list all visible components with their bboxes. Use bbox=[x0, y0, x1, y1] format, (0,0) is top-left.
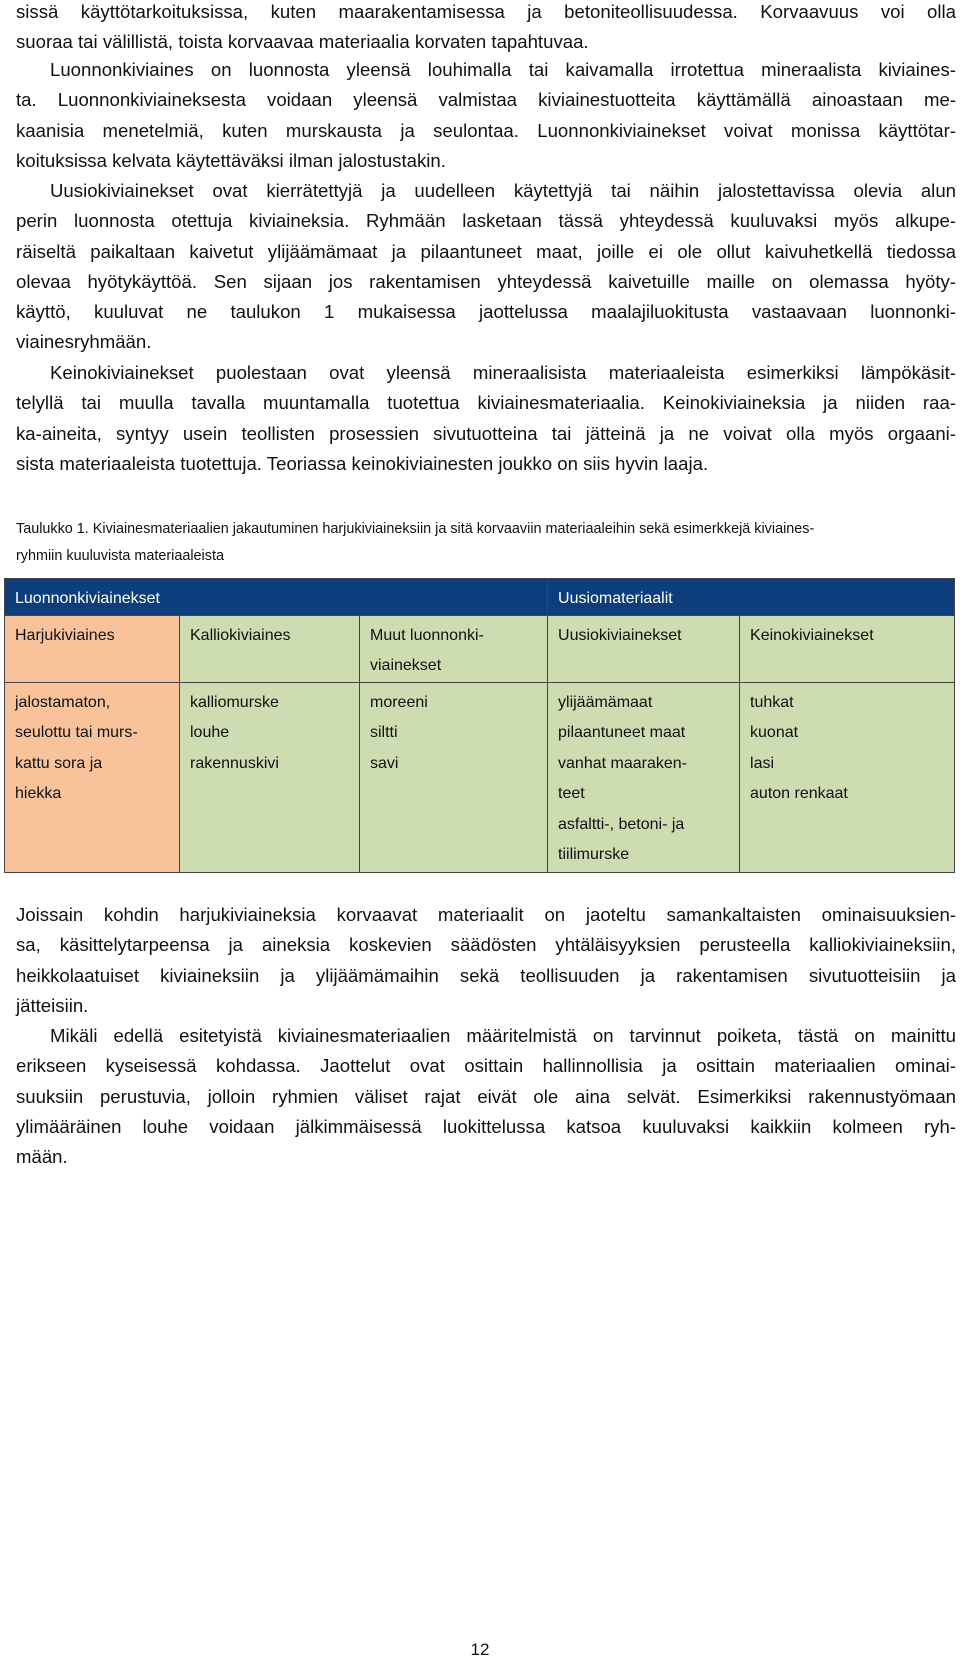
column-header-uusiokiviainekset: Uusiokiviainekset bbox=[548, 615, 740, 682]
materials-table bbox=[4, 578, 955, 873]
text-line: käyttö, kuuluvat ne taulukon 1 mukaisessa jaottelussa maalajiluokitusta vastaavaan luonnonki- bbox=[16, 301, 956, 323]
text-line: heikkolaatuiset kiviaineksiin ja ylijäämämaihin sekä teollisuuden ja rakentamisen sivutuotteisiin ja bbox=[16, 964, 956, 986]
text-line: mään. bbox=[16, 1146, 68, 1168]
text-line: sa, käsittelytarpeensa ja aineksia koskevien säädösten yhtäläisyyksien perusteella kalliokiviaineksiin, bbox=[16, 934, 956, 956]
uusiokiviaines-paragraph bbox=[16, 176, 956, 358]
korvaavat-paragraph bbox=[16, 900, 956, 1021]
text-line: Uusiokiviainekset ovat kierrätettyjä ja uudelleen käytettyjä tai näihin jalostettavissa olevia alun bbox=[50, 180, 956, 201]
column-header-muut-luonnonkiviainekset: Muut luonnonki- viainekset bbox=[360, 615, 548, 682]
caption-line: ryhmiin kuuluvista materiaaleista bbox=[16, 548, 224, 564]
text-line: ylimääräinen louhe voidaan jälkimmäisessä luokittelussa katsoa kuuluvaksi kaikkiin kolmeen ryh- bbox=[16, 1115, 956, 1137]
text-line: suuksiin perustuvia, jolloin ryhmien väliset rajat eivät ole aina selvät. Esimerkiksi rakennustyömaan bbox=[16, 1085, 956, 1107]
text-line: telyllä tai muulla tavalla muuntamalla tuotettua kiviainesmateriaalia. Keinokiviaineksia ja niiden raa- bbox=[16, 392, 956, 414]
column-header-kalliokiviaines: Kalliokiviaines bbox=[180, 615, 360, 682]
intro-paragraph bbox=[16, 0, 956, 58]
group-header-luonnonkiviainekset: Luonnonkiviainekset bbox=[5, 579, 548, 616]
text-line: suoraa tai välillistä, toista korvaavaa materiaalia korvaten tapahtuvaa. bbox=[16, 31, 589, 53]
column-header-harjukiviaines: Harjukiviaines bbox=[5, 615, 180, 682]
text-line: räiseltä paikaltaan kaivetut ylijäämämaat ja pilaantuneet maat, joille ei ole ollut kaivuhetkellä tiedossa bbox=[16, 240, 956, 262]
text-line: viainesryhmään. bbox=[16, 331, 152, 353]
text-line: ta. Luonnonkiviaineksesta voidaan yleensä valmistaa kiviainestuotteita käyttämällä ainoastaan me- bbox=[16, 89, 956, 111]
text-line: Luonnonkiviaines on luonnosta yleensä louhimalla tai kaivamalla irrotettua mineraalista kiviaines- bbox=[50, 59, 956, 80]
mikali-paragraph bbox=[16, 1021, 956, 1172]
table-caption bbox=[16, 516, 956, 570]
text-line: Keinokiviainekset puolestaan ovat yleensä mineraalisista materiaaleista esimerkiksi lämpökäsit- bbox=[50, 362, 956, 383]
text-line: erikseen kyseisessä kohdassa. Jaottelut ovat osittain hallinnollisia ja osittain materiaalien ominai- bbox=[16, 1055, 956, 1077]
group-header-row bbox=[5, 579, 955, 616]
text-line: perin luonnosta otettuja kiviaineksia. Ryhmään lasketaan tässä yhteydessä kuuluvaksi myös alkupe- bbox=[16, 210, 956, 232]
cell-muut-luonnonkiviainekset: moreeni siltti savi bbox=[360, 682, 548, 872]
keinokiviaines-paragraph bbox=[16, 358, 956, 479]
column-header-keinokiviainekset: Keinokiviainekset bbox=[740, 615, 955, 682]
text-line: sista materiaaleista tuotettuja. Teoriassa keinokiviainesten joukko on siis hyvin laaja. bbox=[16, 452, 709, 474]
group-header-uusiomateriaalit: Uusiomateriaalit bbox=[548, 579, 955, 616]
text-line: olevaa hyötykäyttöä. Sen sijaan jos rakentamisen yhteydessä kaivetuille maille on olemassa hyöty- bbox=[16, 270, 956, 292]
text-line: ka-aineita, syntyy usein teollisten prosessien sivutuotteina tai jätteinä ja ne voivat olla myös orgaani- bbox=[16, 422, 956, 444]
caption-line: Taulukko 1. Kiviainesmateriaalien jakautuminen harjukiviaineksiin ja sitä korvaaviin materiaaleihin sekä esimerkkejä kiviaines- bbox=[16, 521, 815, 537]
text-line: Joissain kohdin harjukiviaineksia korvaavat materiaalit on jaoteltu samankaltaisten ominaisuuksien- bbox=[16, 904, 956, 925]
page-number: 12 bbox=[470, 1640, 490, 1659]
text-line: sissä käyttötarkoituksissa, kuten maarakentamisessa ja betoniteollisuudessa. Korvaavuus voi olla bbox=[16, 1, 956, 22]
column-header-row bbox=[5, 615, 955, 682]
cell-kalliokiviaines: kalliomurske louhe rakennuskivi bbox=[180, 682, 360, 872]
text-line: koituksissa kelvata käytettäväksi ilman jalostustakin. bbox=[16, 149, 446, 171]
cell-uusiokiviainekset: ylijäämämaat pilaantuneet maat vanhat maaraken- teet asfaltti-, betoni- ja tiilimurske bbox=[548, 682, 740, 872]
cell-keinokiviainekset: tuhkat kuonat lasi auton renkaat bbox=[740, 682, 955, 872]
text-line: jätteisiin. bbox=[16, 994, 89, 1016]
luonnonkiviaines-paragraph bbox=[16, 55, 956, 176]
text-line: Mikäli edellä esitetyistä kiviainesmateriaalien määritelmistä on tarvinnut poiketa, tästä on mainittu bbox=[50, 1025, 956, 1046]
table-row bbox=[5, 682, 955, 872]
text-line: kaanisia menetelmiä, kuten murskausta ja seulontaa. Luonnonkiviainekset voivat monissa käyttötar- bbox=[16, 119, 956, 141]
cell-harjukiviaines: jalostamaton, seulottu tai murs- kattu sora ja hiekka bbox=[5, 682, 180, 872]
